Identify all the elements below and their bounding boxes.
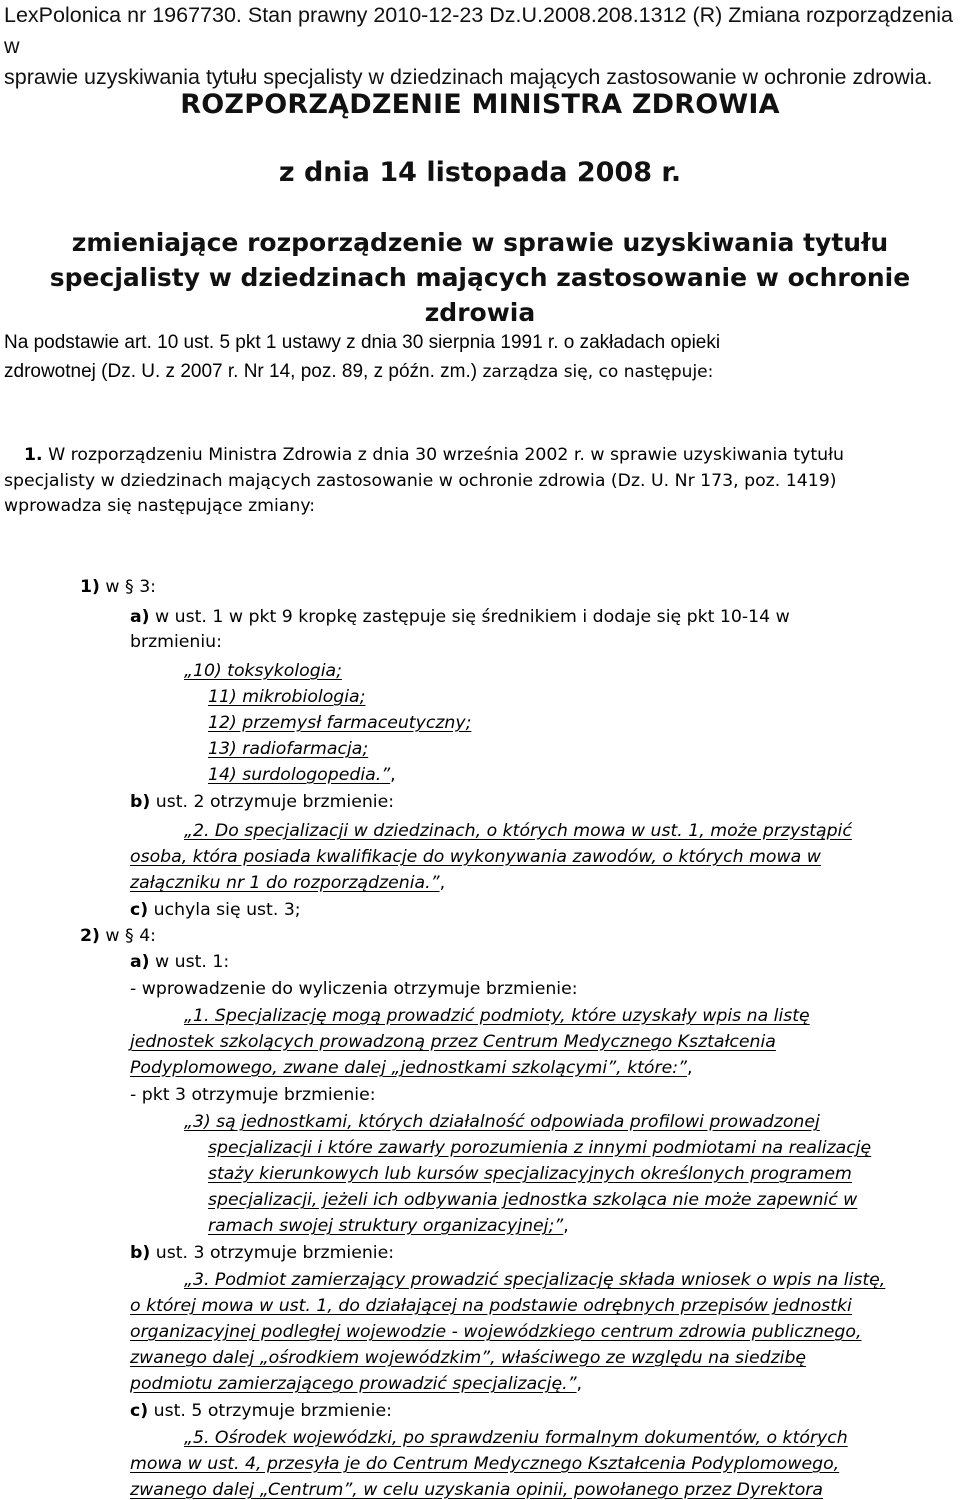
legal-basis	[4, 328, 956, 387]
basis-line-2	[4, 357, 956, 387]
quote-pkt-3-line-5: ramach swojej struktury organizacyjnej;”,	[208, 1216, 569, 1236]
quote-point-10: „10) toksykologia;	[184, 661, 342, 681]
item-1a-line-2: brzmieniu:	[130, 632, 222, 652]
document-header	[4, 0, 956, 93]
item-2: 2) w § 4:	[80, 926, 157, 946]
subject-line-2: specjalisty w dziedzinach mających zastosowanie w ochronie	[49, 263, 911, 292]
quote-ust-3-line-5: podmiotu zamierzającego prowadzić specjalizację.”,	[130, 1374, 583, 1394]
regulation-heading: ROZPORZĄDZENIE MINISTRA ZDROWIA	[180, 89, 780, 120]
quote-ust-5-line-1: „5. Ośrodek wojewódzki, po sprawdzeniu formalnym dokumentów, o których	[184, 1428, 848, 1448]
paragraph-number: 1.	[24, 445, 43, 465]
paragraph-1-line-2: specjalisty w dziedzinach mających zastosowanie w ochronie zdrowia (Dz. U. Nr 173, poz. 1419)	[4, 470, 837, 491]
paragraph-1	[4, 443, 956, 520]
quote-ust-3-line-2: o której mowa w ust. 1, do działającej na podstawie odrębnych przepisów jednostki	[130, 1296, 852, 1316]
basis-citation: zdrowotnej (Dz. U. z 2007 r. Nr 14, poz. 89, z późn. zm.)	[4, 361, 478, 382]
header-line-2: sprawie uzyskiwania tytułu specjalisty w dziedzinach mających zastosowanie w ochronie zdrowia.	[4, 65, 933, 89]
item-1: 1) w § 3:	[80, 577, 157, 597]
quote-pkt-3-line-2: specjalizacji i które zawarły porozumienia z innymi podmiotami na realizację	[208, 1138, 872, 1158]
quote-ust-2-line-1: „2. Do specjalizacji w dziedzinach, o których mowa w ust. 1, może przystąpić	[184, 821, 852, 841]
item-2b: b) ust. 3 otrzymuje brzmienie:	[130, 1243, 395, 1263]
quote-ust-5-line-2: mowa w ust. 4, przesyła je do Centrum Medycznego Kształcenia Podyplomowego,	[130, 1454, 840, 1474]
quote-pkt-3-line-4: specjalizacji, jeżeli ich odbywania jednostka szkoląca nie może zapewnić w	[208, 1190, 858, 1210]
item-2a: a) w ust. 1:	[130, 952, 230, 972]
quote-point-14: 14) surdologopedia.”,	[208, 765, 396, 785]
quote-ust-2-line-3: załączniku nr 1 do rozporządzenia.”,	[130, 873, 446, 893]
item-1c: c) uchyla się ust. 3;	[130, 900, 301, 920]
subject-line-1: zmieniające rozporządzenie w sprawie uzyskiwania tytułu	[71, 228, 889, 257]
item-2a-intro: - wprowadzenie do wyliczenia otrzymuje brzmienie:	[130, 979, 578, 999]
quote-pkt-3-line-1: „3) są jednostkami, których działalność odpowiada profilowi prowadzonej	[184, 1112, 820, 1132]
subject-line-3: zdrowia	[424, 298, 536, 327]
item-2a-pkt-3: - pkt 3 otrzymuje brzmienie:	[130, 1085, 376, 1105]
item-1b: b) ust. 2 otrzymuje brzmienie:	[130, 792, 395, 812]
header-line-1: LexPolonica nr 1967730. Stan prawny 2010-12-23 Dz.U.2008.208.1312 (R) Zmiana rozporządzenia w	[4, 3, 953, 58]
quote-ust-5-line-3: zwanego dalej „Centrum”, w celu uzyskania opinii, powołanego przez Dyrektora	[130, 1480, 823, 1500]
quote-point-13: 13) radiofarmacja;	[208, 739, 369, 759]
quote-point-12: 12) przemysł farmaceutyczny;	[208, 713, 472, 733]
basis-line-1: Na podstawie art. 10 ust. 5 pkt 1 ustawy z dnia 30 sierpnia 1991 r. o zakładach opieki	[4, 332, 721, 353]
quote-ust-1-line-1: „1. Specjalizację mogą prowadzić podmioty, które uzyskały wpis na listę	[184, 1006, 810, 1026]
quote-ust-2-line-2: osoba, która posiada kwalifikacje do wykonywania zawodów, o których mowa w	[130, 847, 821, 867]
item-1a: a) w ust. 1 w pkt 9 kropkę zastępuje się średnikiem i dodaje się pkt 10-14 w	[130, 607, 790, 627]
item-2c: c) ust. 5 otrzymuje brzmienie:	[130, 1401, 392, 1421]
quote-point-11: 11) mikrobiologia;	[208, 687, 366, 707]
quote-ust-1-line-2: jednostek szkolących prowadzoną przez Centrum Medycznego Kształcenia	[130, 1032, 776, 1052]
quote-pkt-3-line-3: staży kierunkowych lub kursów specjalizacyjnych określonych programem	[208, 1164, 852, 1184]
regulation-subject	[0, 225, 960, 330]
quote-ust-3-line-1: „3. Podmiot zamierzający prowadzić specjalizację składa wniosek o wpis na listę,	[184, 1270, 886, 1290]
quote-ust-1-line-3: Podyplomowego, zwane dalej „jednostkami szkolącymi”, które:”,	[130, 1058, 693, 1078]
regulation-date: z dnia 14 listopada 2008 r.	[278, 157, 682, 188]
basis-enacting-clause: zarządza się, co następuje:	[477, 362, 714, 382]
quote-ust-3-line-4: zwanego dalej „ośrodkiem wojewódzkim”, właściwego ze względu na siedzibę	[130, 1348, 807, 1368]
quote-ust-3-line-3: organizacyjnej podległej wojewodzie - wojewódzkiego centrum zdrowia publicznego,	[130, 1322, 862, 1342]
paragraph-1-line-3: wprowadza się następujące zmiany:	[4, 496, 316, 516]
paragraph-1-line-1: 1. W rozporządzeniu Ministra Zdrowia z dnia 30 września 2002 r. w sprawie uzyskiwania tytułu	[24, 445, 844, 465]
